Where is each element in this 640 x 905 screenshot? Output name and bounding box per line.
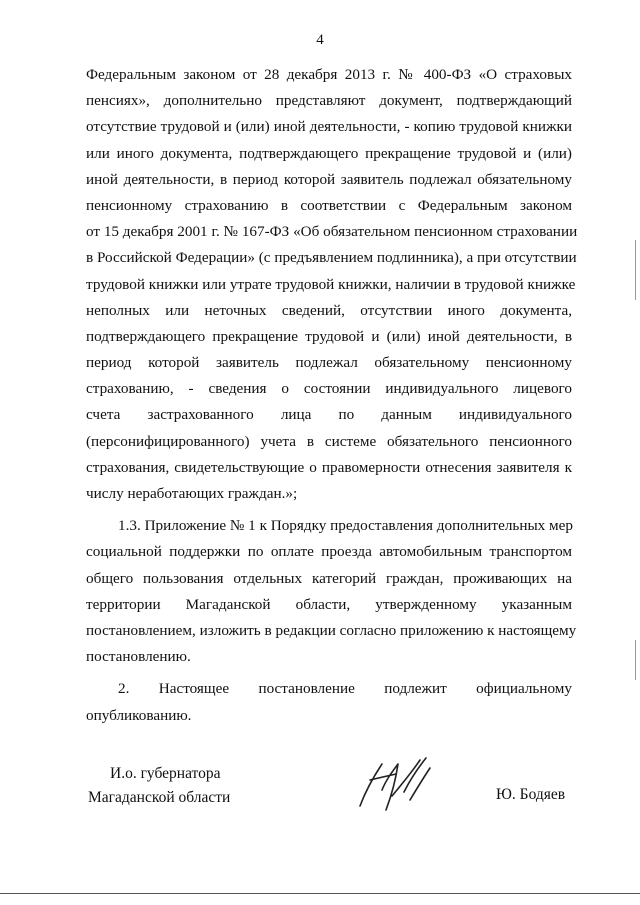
text-line: 1.3. Приложение № 1 к Порядку предоставления дополнительных мер	[118, 517, 573, 535]
paragraph-3	[86, 676, 572, 728]
text-line: Федеральным законом от 28 декабря 2013 г. № 400-ФЗ «О страховых	[86, 66, 572, 83]
text-line: 2. Настоящее постановление подлежит официальному	[118, 680, 572, 698]
page-number: 4	[316, 32, 324, 48]
scan-edge-line	[0, 893, 640, 894]
signatory-title-line2: Магаданской области	[88, 789, 231, 806]
text-line: общего пользования отдельных категорий граждан, проживающих на	[86, 569, 572, 587]
text-line: пенсиях», дополнительно представляют документ, подтверждающий	[86, 92, 572, 110]
paragraph-2	[86, 513, 577, 670]
text-line: (персонифицированного) учета в системе обязательного пенсионного	[86, 432, 572, 450]
scan-edge-mark	[635, 640, 636, 680]
text-line: территории Магаданской области, утвержденному указанным	[86, 595, 572, 613]
signatory-name: Ю. Бодяев	[496, 786, 566, 803]
text-line: постановлению.	[86, 648, 191, 666]
text-line: трудовой книжки или утрате трудовой книжки, наличии в трудовой книжке	[86, 275, 576, 293]
text-line: или иного документа, подтверждающего прекращение трудовой и (или)	[86, 144, 572, 162]
text-line: числу неработающих граждан.»;	[86, 485, 298, 502]
text-line: социальной поддержки по оплате проезда автомобильным транспортом	[86, 543, 572, 561]
text-line: иной деятельности, в период которой заявитель подлежал обязательному	[86, 170, 572, 188]
scan-edge-mark	[635, 240, 636, 300]
handwritten-signature	[352, 750, 442, 820]
text-line: опубликованию.	[86, 706, 192, 724]
text-line: счета застрахованного лица по данным индивидуального	[86, 406, 572, 424]
text-line: подтверждающего прекращение трудовой и (или) иной деятельности, в	[86, 327, 572, 345]
text-line: отсутствие трудовой и (или) иной деятельности, - копию трудовой книжки	[86, 118, 572, 136]
text-line: период которой заявитель подлежал обязательному пенсионному	[86, 354, 572, 372]
signatory-title-line1: И.о. губернатора	[110, 765, 221, 782]
text-line: пенсионному страхованию в соответствии с Федеральным законом	[86, 196, 572, 214]
text-line: неполных или неточных сведений, отсутствии иного документа,	[86, 301, 572, 319]
text-line: страхования, свидетельствующие о правомерности отнесения заявителя к	[86, 458, 572, 476]
text-line: в Российской Федерации» (с предъявлением подлинника), а при отсутствии	[86, 249, 577, 267]
text-line: от 15 декабря 2001 г. № 167-ФЗ «Об обязательном пенсионном страховании	[86, 223, 578, 241]
document-body	[86, 62, 578, 729]
paragraph-1	[86, 62, 578, 507]
signatory-title	[88, 762, 230, 810]
text-line: постановлением, изложить в редакции согласно приложению к настоящему	[86, 621, 577, 639]
text-line: страхованию, - сведения о состоянии индивидуального лицевого	[86, 380, 572, 398]
